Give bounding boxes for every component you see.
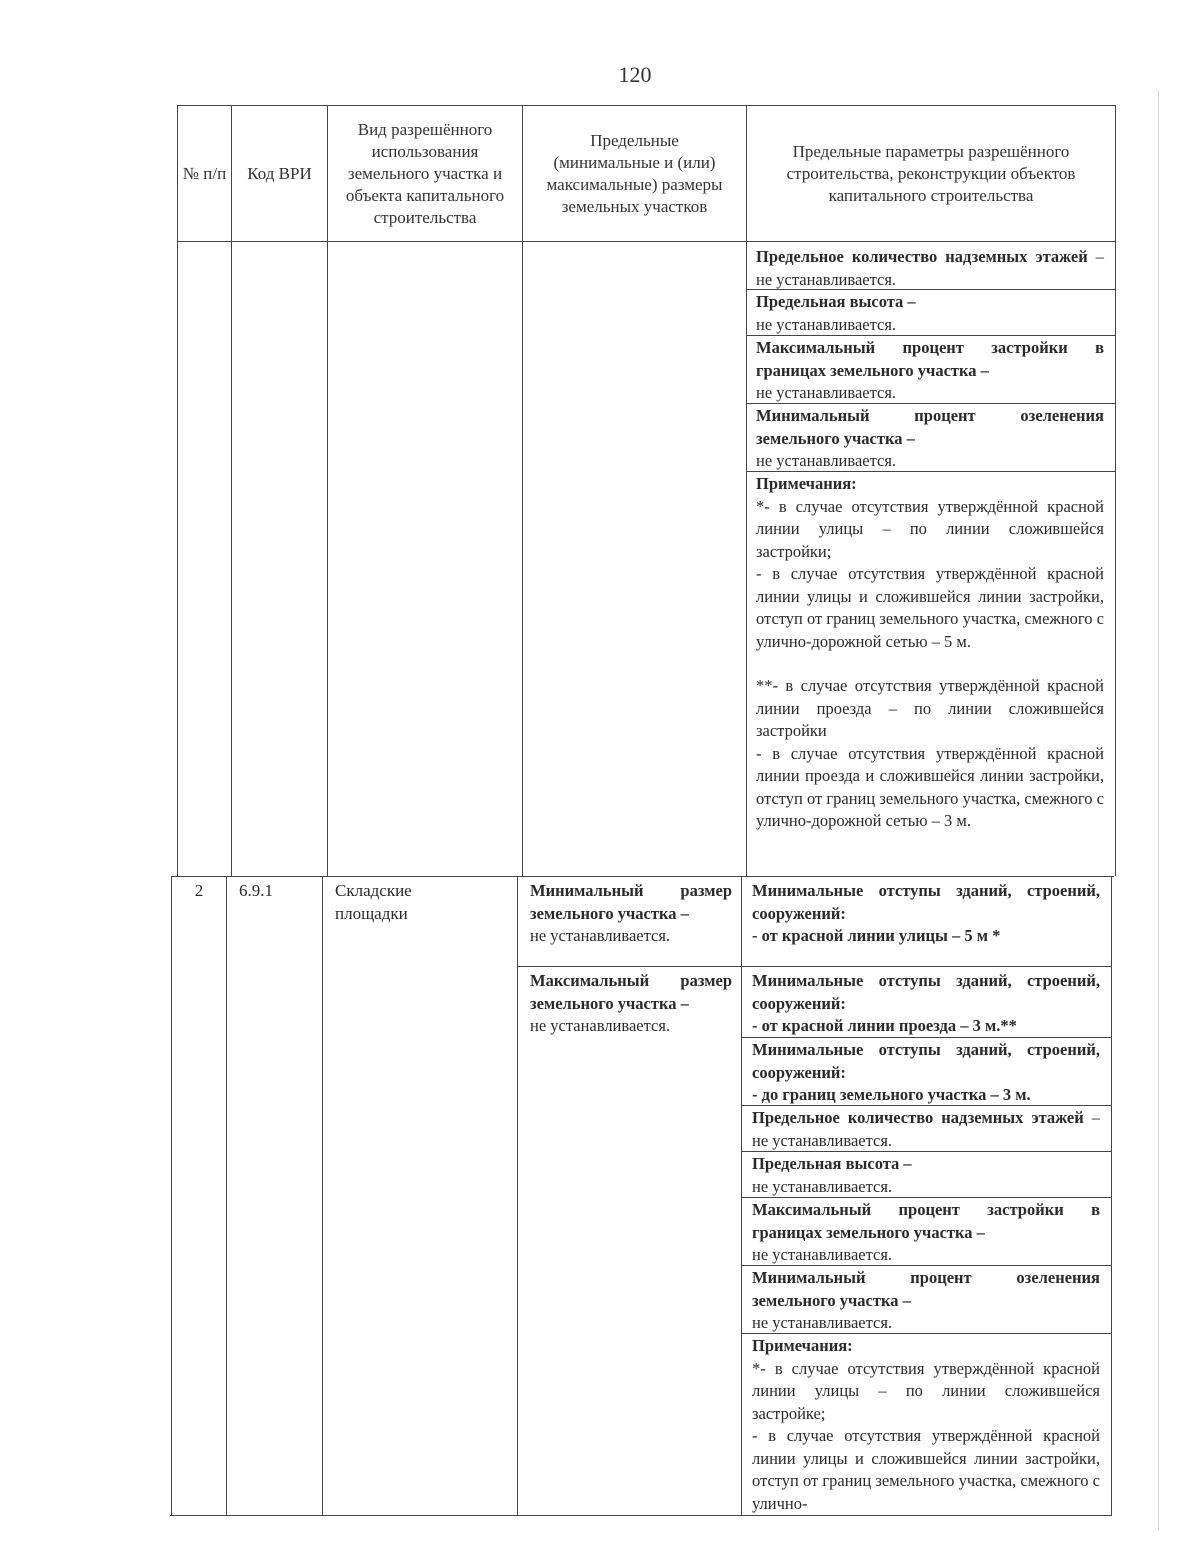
- row-divider: [171, 876, 1114, 877]
- setback-passage-value: - от красной линии проезда – 3 м.**: [752, 1016, 1017, 1035]
- col-border: [171, 876, 172, 1516]
- max-height-cell: [756, 291, 1104, 336]
- setback-passage-label: Минимальные отступы зданий, строений, сооружений:: [752, 971, 1100, 1013]
- scan-edge-line: [1158, 90, 1159, 1530]
- min-greening-value: не устанавливается.: [756, 451, 897, 470]
- row2-max-height-label: Предельная высота –: [752, 1154, 912, 1173]
- header-bottom-border: [177, 241, 1116, 242]
- setback-boundary-value: - до границ земельного участка – 3 м.: [752, 1085, 1031, 1104]
- max-coverage-label: Максимальный процент застройки в границах земельного участка –: [756, 338, 1104, 380]
- max-coverage-cell: [756, 337, 1104, 405]
- setback-street-label: Минимальные отступы зданий, строений, сооружений:: [752, 881, 1100, 923]
- notes-paragraph: - в случае отсутствия утверждённой красной линии проезда и сложившейся линии застройки, отступ от границ земельного участка, смежного с улично-дорожной сетью – 3 м.: [756, 743, 1104, 830]
- max-plot-size-cell: [530, 970, 732, 1038]
- col-border: [322, 876, 323, 1516]
- header-use-type: Вид разрешённого использования земельного участка и объекта капитального строительства: [345, 119, 505, 227]
- row2-max-height-cell: [752, 1153, 1100, 1198]
- setback-passage-cell: [752, 970, 1100, 1038]
- max-floors-cell: [756, 246, 1104, 291]
- col-border: [1111, 876, 1112, 1516]
- header-code: Код ВРИ: [247, 163, 312, 183]
- row2-max-coverage-cell: [752, 1199, 1100, 1267]
- row2-min-greening-label: Минимальный процент озеленения земельного участка –: [752, 1268, 1100, 1310]
- setback-boundary-cell: [752, 1039, 1100, 1107]
- header-num: № п/п: [182, 163, 227, 183]
- row2-max-floors-label: Предельное количество надземных этажей: [752, 1108, 1084, 1127]
- row2-max-coverage-label: Максимальный процент застройки в границах земельного участка –: [752, 1200, 1100, 1242]
- page-number: 120: [618, 62, 652, 87]
- min-plot-size-value: не устанавливается.: [530, 926, 671, 945]
- header-plot-sizes: Предельные (минимальные и (или) максимальные) размеры земельных участков: [546, 130, 723, 216]
- row2-code: 6.9.1: [239, 881, 273, 900]
- row2-notes-title: Примечания:: [752, 1336, 853, 1355]
- notes-paragraph: - в случае отсутствия утверждённой красной линии улицы и сложившейся линии застройки, отступ от границ земельного участка, смежного с улично-дорожной сетью – 5 м.: [756, 564, 1104, 651]
- row2-number: 2: [194, 881, 204, 900]
- notes-spacer: [756, 653, 1104, 675]
- notes-cell: [756, 473, 1104, 833]
- min-plot-size-cell: [530, 880, 732, 948]
- table-bottom-border: [170, 1515, 1112, 1516]
- notes-paragraph: **- в случае отсутствия утверждённой красной линии проезда – по линии сложившейся застройки: [756, 676, 1104, 740]
- setback-street-cell: [752, 880, 1100, 948]
- col-border: [226, 876, 227, 1516]
- cell-divider: [517, 966, 1112, 967]
- row2-max-floors-cell: [752, 1107, 1100, 1152]
- max-plot-size-label: Максимальный размер земельного участка –: [530, 971, 732, 1013]
- notes-title: Примечания:: [756, 474, 857, 493]
- row2-notes-cell: [752, 1335, 1100, 1515]
- row2-max-floors-value: – не устанавливается.: [752, 1108, 1100, 1150]
- row2-notes-paragraph: *- в случае отсутствия утверждённой красной линии улицы – по линии сложившейся застройке;: [752, 1358, 1100, 1423]
- notes-paragraph: *- в случае отсутствия утверждённой красной линии улицы – по линии сложившейся застройки;: [756, 496, 1104, 561]
- col-border: [741, 876, 742, 1516]
- setback-boundary-label: Минимальные отступы зданий, строений, сооружений:: [752, 1040, 1100, 1082]
- max-height-value: не устанавливается.: [756, 314, 897, 334]
- min-plot-size-label: Минимальный размер земельного участка –: [530, 881, 732, 923]
- max-floors-value: – не устанавливается.: [756, 247, 1104, 289]
- row2-max-coverage-value: не устанавливается.: [752, 1245, 893, 1264]
- row2-notes-paragraph: - в случае отсутствия утверждённой красной линии улицы и сложившейся линии застройки, отступ от границ земельного участка, смежного с улично-: [752, 1426, 1100, 1513]
- row2-min-greening-cell: [752, 1267, 1100, 1335]
- max-height-label: Предельная высота –: [756, 292, 916, 311]
- setback-street-value: - от красной линии улицы – 5 м *: [752, 926, 1001, 945]
- col-border: [1115, 105, 1116, 876]
- max-floors-label: Предельное количество надземных этажей: [756, 247, 1088, 266]
- row2-min-greening-value: не устанавливается.: [752, 1313, 893, 1332]
- max-coverage-value: не устанавливается.: [756, 383, 897, 402]
- min-greening-label: Минимальный процент озеленения земельного участка –: [756, 406, 1104, 448]
- max-plot-size-value: не устанавливается.: [530, 1016, 671, 1035]
- col-border: [517, 876, 518, 1516]
- row2-max-height-value: не устанавливается.: [752, 1176, 893, 1196]
- row2-use-type: Складские площадки: [335, 881, 412, 923]
- min-greening-cell: [756, 405, 1104, 473]
- header-build-params: Предельные параметры разрешённого строительства, реконструкции объектов капитального строительства: [786, 141, 1076, 205]
